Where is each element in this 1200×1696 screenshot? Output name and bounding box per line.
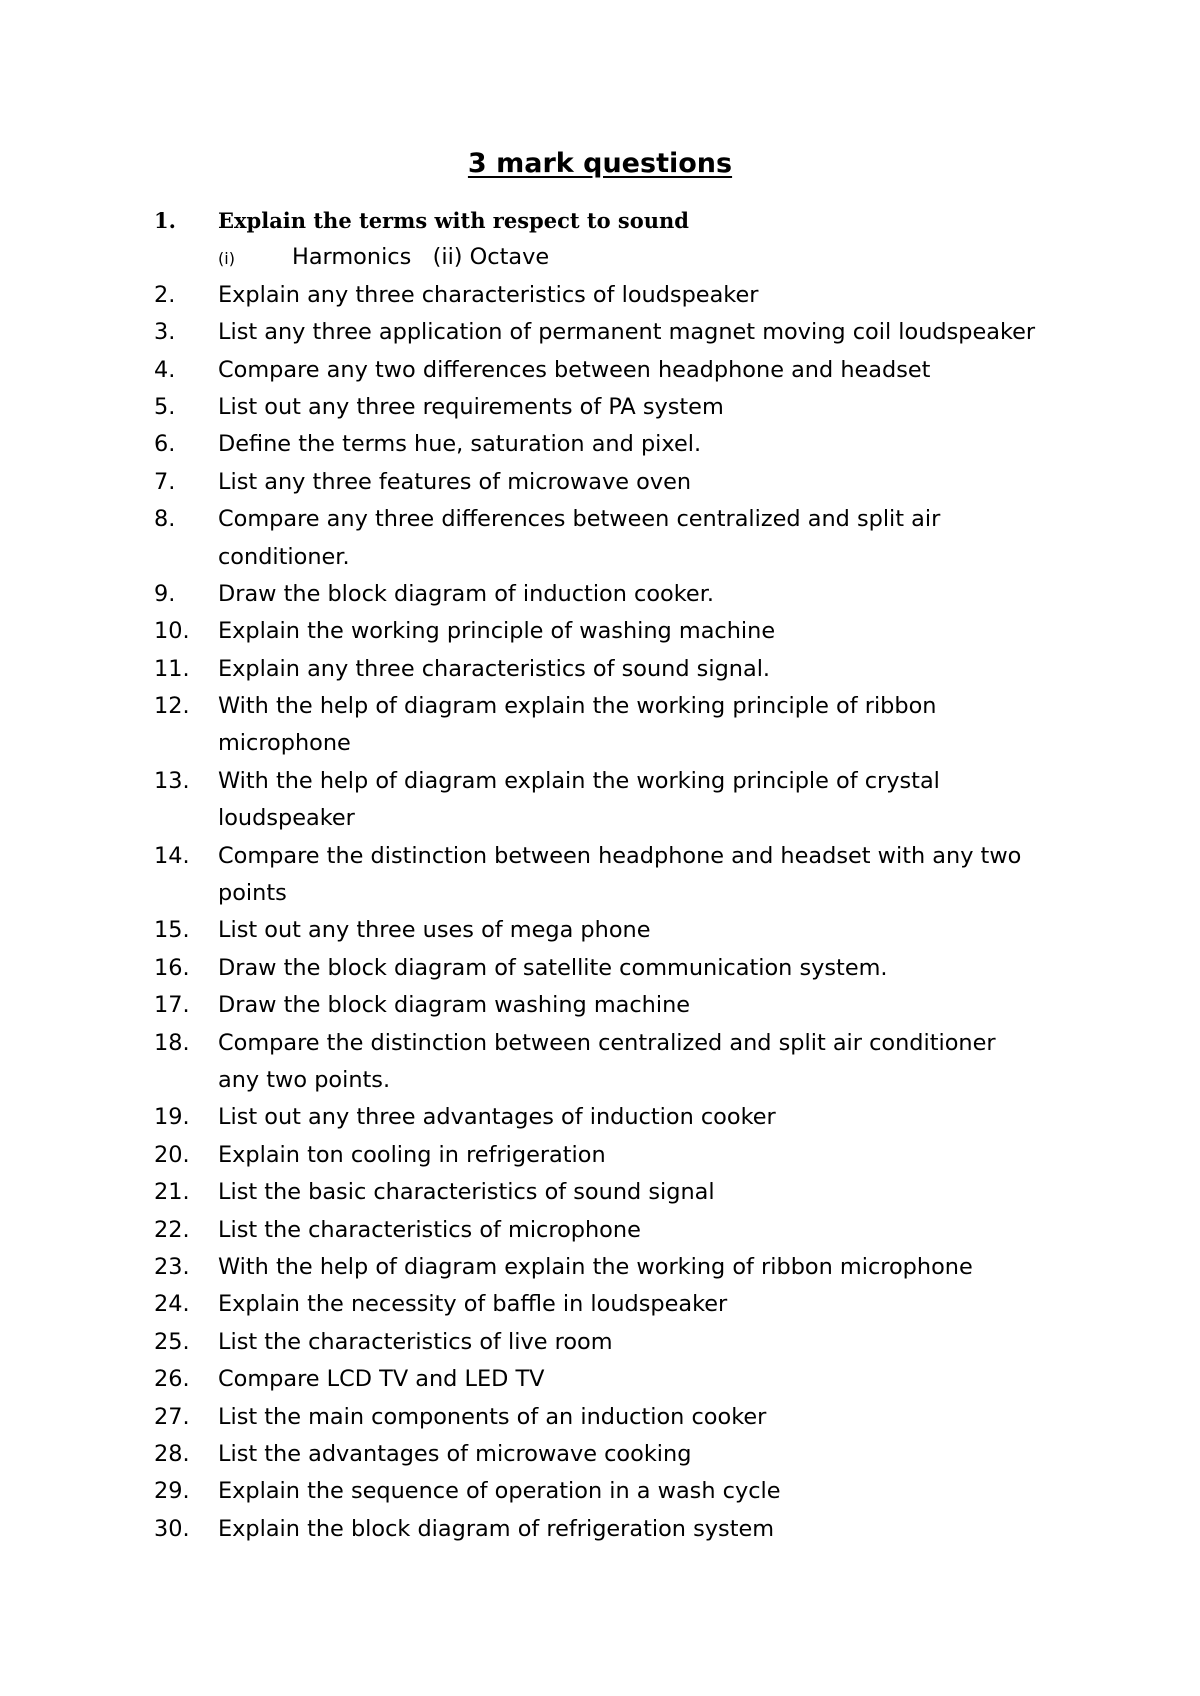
question-text: List the advantages of microwave cooking	[218, 1440, 692, 1467]
question-item	[154, 1399, 1074, 1436]
question-item	[154, 912, 1074, 949]
question-list	[154, 202, 1074, 1548]
question-text: List any three features of microwave oven	[218, 468, 692, 495]
question-line	[154, 1511, 1074, 1548]
question-text: Explain the necessity of baffle in loudspeaker	[218, 1291, 728, 1318]
question-text: Define the terms hue, saturation and pixel.	[218, 431, 702, 458]
question-text: Compare any two differences between headphone and headset	[218, 356, 931, 383]
question-line	[154, 464, 1074, 501]
question-line	[154, 651, 1074, 688]
question-line	[154, 1473, 1074, 1510]
question-text: Compare the distinction between centralized and split air conditioner	[218, 1029, 996, 1056]
question-item	[154, 464, 1074, 501]
question-text: List the basic characteristics of sound signal	[218, 1179, 715, 1206]
question-continuation-line	[154, 1062, 1074, 1099]
question-number: 14.	[154, 842, 190, 869]
question-number: 15.	[154, 917, 190, 944]
question-text: Draw the block diagram of induction cooker.	[218, 580, 714, 607]
question-line	[154, 389, 1074, 426]
question-item	[154, 314, 1074, 351]
question-item	[154, 501, 1074, 576]
question-item	[154, 426, 1074, 463]
question-continuation-line	[154, 875, 1074, 912]
question-text: Draw the block diagram washing machine	[218, 992, 691, 1019]
question-item	[154, 688, 1074, 763]
question-number: 24.	[154, 1291, 190, 1318]
question-line	[154, 277, 1074, 314]
question-continuation-line	[154, 539, 1074, 576]
question-line	[154, 202, 1074, 239]
question-item	[154, 389, 1074, 426]
question-text: Explain any three characteristics of sound signal.	[218, 655, 771, 682]
question-text: With the help of diagram explain the working principle of ribbon	[218, 693, 937, 720]
question-line	[154, 1361, 1074, 1398]
question-item	[154, 613, 1074, 650]
question-item	[154, 1174, 1074, 1211]
question-line	[154, 1286, 1074, 1323]
question-item	[154, 1249, 1074, 1286]
question-number: 23.	[154, 1253, 190, 1280]
question-item	[154, 1436, 1074, 1473]
question-item	[154, 1212, 1074, 1249]
question-text: Explain any three characteristics of loudspeaker	[218, 281, 759, 308]
question-text: points	[218, 880, 287, 907]
question-line	[154, 1249, 1074, 1286]
question-line	[154, 987, 1074, 1024]
question-text: List out any three uses of mega phone	[218, 917, 651, 944]
question-text: microphone	[218, 730, 351, 757]
sub-question-line	[154, 239, 1074, 276]
question-line	[154, 1174, 1074, 1211]
question-text: conditioner.	[218, 543, 350, 570]
question-item	[154, 352, 1074, 389]
question-text: Draw the block diagram of satellite communication system.	[218, 954, 888, 981]
question-item	[154, 1286, 1074, 1323]
question-number: 1.	[154, 208, 176, 233]
question-number: 17.	[154, 992, 190, 1019]
question-text: any two points.	[218, 1066, 391, 1093]
question-line	[154, 838, 1074, 875]
question-number: 19.	[154, 1104, 190, 1131]
question-text: List the main components of an induction cooker	[218, 1403, 767, 1430]
question-line	[154, 1137, 1074, 1174]
question-item	[154, 1099, 1074, 1136]
question-number: 4.	[154, 356, 176, 383]
question-line	[154, 763, 1074, 800]
question-text: Explain the sequence of operation in a wash cycle	[218, 1478, 781, 1505]
question-item	[154, 1137, 1074, 1174]
question-line	[154, 352, 1074, 389]
question-continuation-line	[154, 725, 1074, 762]
question-item	[154, 576, 1074, 613]
question-number: 8.	[154, 506, 176, 533]
question-text: Compare the distinction between headphone and headset with any two	[218, 842, 1022, 869]
question-number: 22.	[154, 1216, 190, 1243]
question-line	[154, 314, 1074, 351]
question-text: Explain the block diagram of refrigeration system	[218, 1515, 775, 1542]
question-number: 5.	[154, 393, 176, 420]
question-line	[154, 1025, 1074, 1062]
question-item	[154, 277, 1074, 314]
question-number: 18.	[154, 1029, 190, 1056]
sub-question-text: Harmonics (ii) Octave	[292, 244, 550, 271]
question-item	[154, 1473, 1074, 1510]
question-line	[154, 1399, 1074, 1436]
question-number: 29.	[154, 1478, 190, 1505]
question-number: 30.	[154, 1515, 190, 1542]
question-text: Explain the working principle of washing machine	[218, 618, 776, 645]
question-number: 25.	[154, 1328, 190, 1355]
question-number: 12.	[154, 693, 190, 720]
question-item	[154, 1025, 1074, 1100]
question-continuation-line	[154, 800, 1074, 837]
question-item	[154, 950, 1074, 987]
question-line	[154, 1436, 1074, 1473]
question-text: List any three application of permanent magnet moving coil loudspeaker	[218, 319, 1036, 346]
question-item	[154, 763, 1074, 838]
question-line	[154, 1324, 1074, 1361]
question-text: Explain the terms with respect to sound	[218, 208, 689, 233]
question-number: 3.	[154, 319, 176, 346]
question-item	[154, 651, 1074, 688]
question-line	[154, 501, 1074, 538]
question-text: Compare any three differences between centralized and split air	[218, 506, 941, 533]
question-item	[154, 987, 1074, 1024]
question-item	[154, 1511, 1074, 1548]
question-number: 10.	[154, 618, 190, 645]
question-item	[154, 1324, 1074, 1361]
question-number: 27.	[154, 1403, 190, 1430]
question-number: 11.	[154, 655, 190, 682]
question-line	[154, 426, 1074, 463]
question-number: 2.	[154, 281, 176, 308]
question-text: With the help of diagram explain the working principle of crystal	[218, 767, 940, 794]
question-line	[154, 912, 1074, 949]
question-line	[154, 1099, 1074, 1136]
question-number: 21.	[154, 1179, 190, 1206]
question-text: List out any three advantages of induction cooker	[218, 1104, 776, 1131]
question-number: 7.	[154, 468, 176, 495]
question-line	[154, 576, 1074, 613]
sub-question-marker: (i)	[218, 249, 235, 269]
question-text: loudspeaker	[218, 805, 355, 832]
question-number: 16.	[154, 954, 190, 981]
page-title: 3 mark questions	[467, 148, 733, 179]
question-line	[154, 613, 1074, 650]
question-text: Compare LCD TV and LED TV	[218, 1366, 545, 1393]
question-item	[154, 838, 1074, 913]
question-line	[154, 1212, 1074, 1249]
question-item	[154, 202, 1074, 277]
question-text: Explain ton cooling in refrigeration	[218, 1141, 606, 1168]
question-text: List out any three requirements of PA system	[218, 393, 724, 420]
question-text: List the characteristics of live room	[218, 1328, 613, 1355]
question-number: 20.	[154, 1141, 190, 1168]
question-number: 13.	[154, 767, 190, 794]
question-number: 6.	[154, 431, 176, 458]
question-item	[154, 1361, 1074, 1398]
question-number: 26.	[154, 1366, 190, 1393]
question-line	[154, 950, 1074, 987]
question-text: With the help of diagram explain the working of ribbon microphone	[218, 1253, 973, 1280]
question-number: 28.	[154, 1440, 190, 1467]
question-line	[154, 688, 1074, 725]
question-text: List the characteristics of microphone	[218, 1216, 641, 1243]
question-number: 9.	[154, 580, 176, 607]
